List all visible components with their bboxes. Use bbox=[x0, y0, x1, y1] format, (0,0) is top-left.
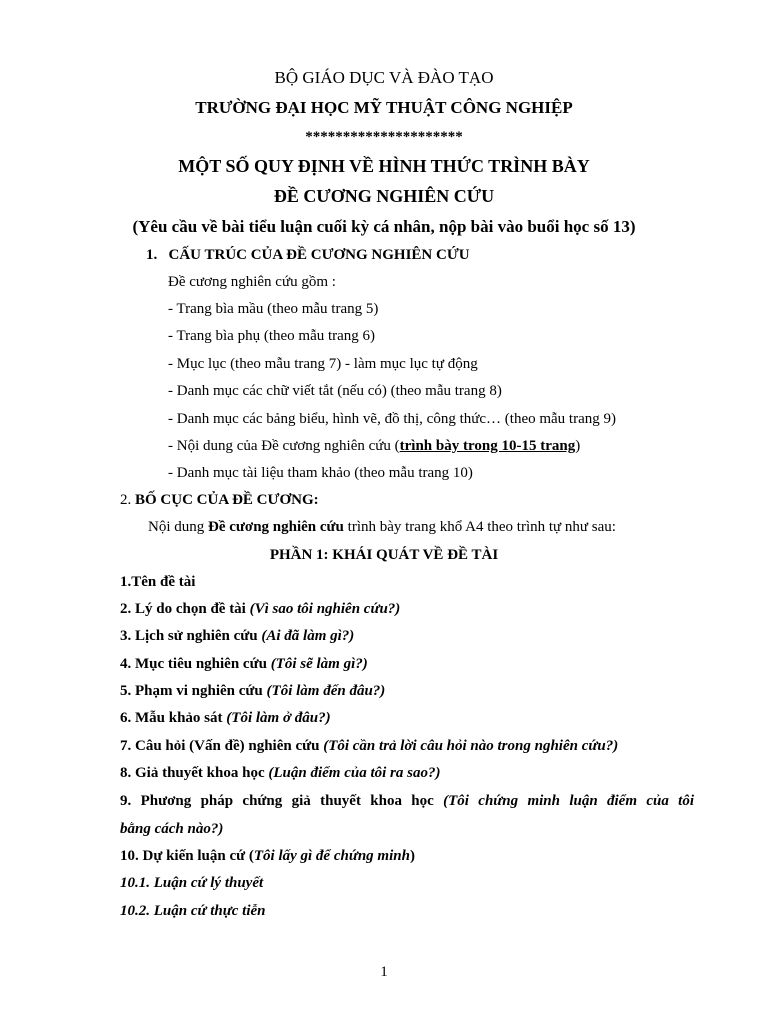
section1-intro: Đề cương nghiên cứu gồm : bbox=[168, 274, 336, 290]
page-number: 1 bbox=[380, 964, 388, 980]
sub-item-10-1: 10.1. Luận cứ lý thuyết bbox=[120, 875, 264, 891]
section1-title: CẤU TRÚC CỦA ĐỀ CƯƠNG NGHIÊN CỨU bbox=[168, 247, 470, 263]
ministry-name: BỘ GIÁO DỤC VÀ ĐÀO TẠO bbox=[274, 68, 494, 87]
item-label: 3. Lịch sử nghiên cứu bbox=[120, 628, 262, 644]
list-item: - Danh mục tài liệu tham khảo (theo mẫu trang 10) bbox=[168, 465, 473, 481]
item-label: 2. Lý do chọn đề tài bbox=[120, 601, 250, 617]
part1-item bbox=[120, 763, 440, 783]
section1-number: 1. bbox=[146, 247, 158, 263]
part1-item bbox=[120, 599, 400, 619]
document-title-line1: MỘT SỐ QUY ĐỊNH VỀ HÌNH THỨC TRÌNH BÀY bbox=[178, 156, 590, 176]
part1-item bbox=[120, 626, 354, 646]
list-item-suffix: ) bbox=[575, 438, 581, 454]
item-question: (Tôi cần trả lời câu hỏi nào trong nghiên cứu?) bbox=[323, 738, 619, 754]
item-label: 10. Dự kiến luận cứ ( bbox=[120, 848, 254, 864]
part1-item bbox=[120, 572, 195, 592]
list-item: - Danh mục các chữ viết tắt (nếu có) (theo mẫu trang 8) bbox=[168, 383, 502, 399]
list-item bbox=[168, 436, 580, 456]
item-label: 4. Mục tiêu nghiên cứu bbox=[120, 656, 271, 672]
item-question: (Tôi chứng minh luận điểm của tôi bbox=[443, 793, 694, 809]
item-question: (Ai đã làm gì?) bbox=[261, 628, 355, 644]
part1-item-10 bbox=[120, 846, 415, 866]
part1-item-9 bbox=[120, 791, 694, 811]
item-question: (Tôi làm đến đâu?) bbox=[266, 683, 386, 699]
document-subtitle: (Yêu cầu về bài tiểu luận cuối kỳ cá nhân, nộp bài vào buổi học số 13) bbox=[132, 217, 636, 236]
document-title-line2: ĐỀ CƯƠNG NGHIÊN CỨU bbox=[273, 186, 495, 206]
list-item: - Mục lục (theo mẫu trang 7) - làm mục lục tự động bbox=[168, 356, 478, 372]
section2-heading bbox=[120, 490, 319, 510]
part1-item bbox=[120, 681, 385, 701]
section1-heading bbox=[146, 245, 470, 265]
item-question: (Vì sao tôi nghiên cứu?) bbox=[249, 601, 401, 617]
university-name: TRƯỜNG ĐẠI HỌC MỸ THUẬT CÔNG NGHIỆP bbox=[195, 98, 573, 117]
part1-item bbox=[120, 654, 368, 674]
intro-bold: Đề cương nghiên cứu bbox=[208, 519, 344, 535]
section2-number: 2. bbox=[120, 492, 132, 508]
item-question-continued: bằng cách nào?) bbox=[120, 821, 224, 837]
star-divider: ********************* bbox=[305, 129, 463, 145]
item-label: 9. Phương pháp chứng giả thuyết khoa học bbox=[120, 793, 434, 809]
page-length-requirement: trình bày trong 10-15 trang bbox=[399, 438, 576, 454]
intro-suffix: trình bày trang khổ A4 theo trình tự như sau: bbox=[343, 519, 616, 535]
item-question: Tôi lấy gì để chứng minh bbox=[253, 848, 410, 864]
item-label: 6. Mẫu khảo sát bbox=[120, 710, 227, 726]
item-question: (Tôi sẽ làm gì?) bbox=[270, 656, 368, 672]
sub-item-10-2: 10.2. Luận cứ thực tiễn bbox=[120, 903, 266, 919]
list-item-prefix: - Nội dung của Đề cương nghiên cứu ( bbox=[168, 438, 400, 454]
section2-intro bbox=[148, 517, 616, 537]
item-label: 8. Giả thuyết khoa học bbox=[120, 765, 269, 781]
part1-item bbox=[120, 736, 618, 756]
list-item: - Danh mục các bảng biểu, hình vẽ, đồ thị, công thức… (theo mẫu trang 9) bbox=[168, 411, 617, 427]
item-label: 5. Phạm vi nghiên cứu bbox=[120, 683, 267, 699]
intro-prefix: Nội dung bbox=[148, 519, 208, 535]
item-label: 7. Câu hỏi (Vấn đề) nghiên cứu bbox=[120, 738, 324, 754]
list-item: - Trang bìa phụ (theo mẫu trang 6) bbox=[168, 328, 376, 344]
part1-item bbox=[120, 708, 331, 728]
item-label-suffix: ) bbox=[409, 848, 415, 864]
item-question: (Luận điểm của tôi ra sao?) bbox=[268, 765, 441, 781]
section2-title: BỐ CỤC CỦA ĐỀ CƯƠNG: bbox=[135, 492, 319, 508]
item-label: 1.Tên đề tài bbox=[120, 574, 196, 590]
part1-heading: PHẦN 1: KHÁI QUÁT VỀ ĐỀ TÀI bbox=[269, 547, 499, 563]
item-question: (Tôi làm ở đâu?) bbox=[226, 710, 331, 726]
list-item: - Trang bìa mầu (theo mẫu trang 5) bbox=[168, 301, 379, 317]
